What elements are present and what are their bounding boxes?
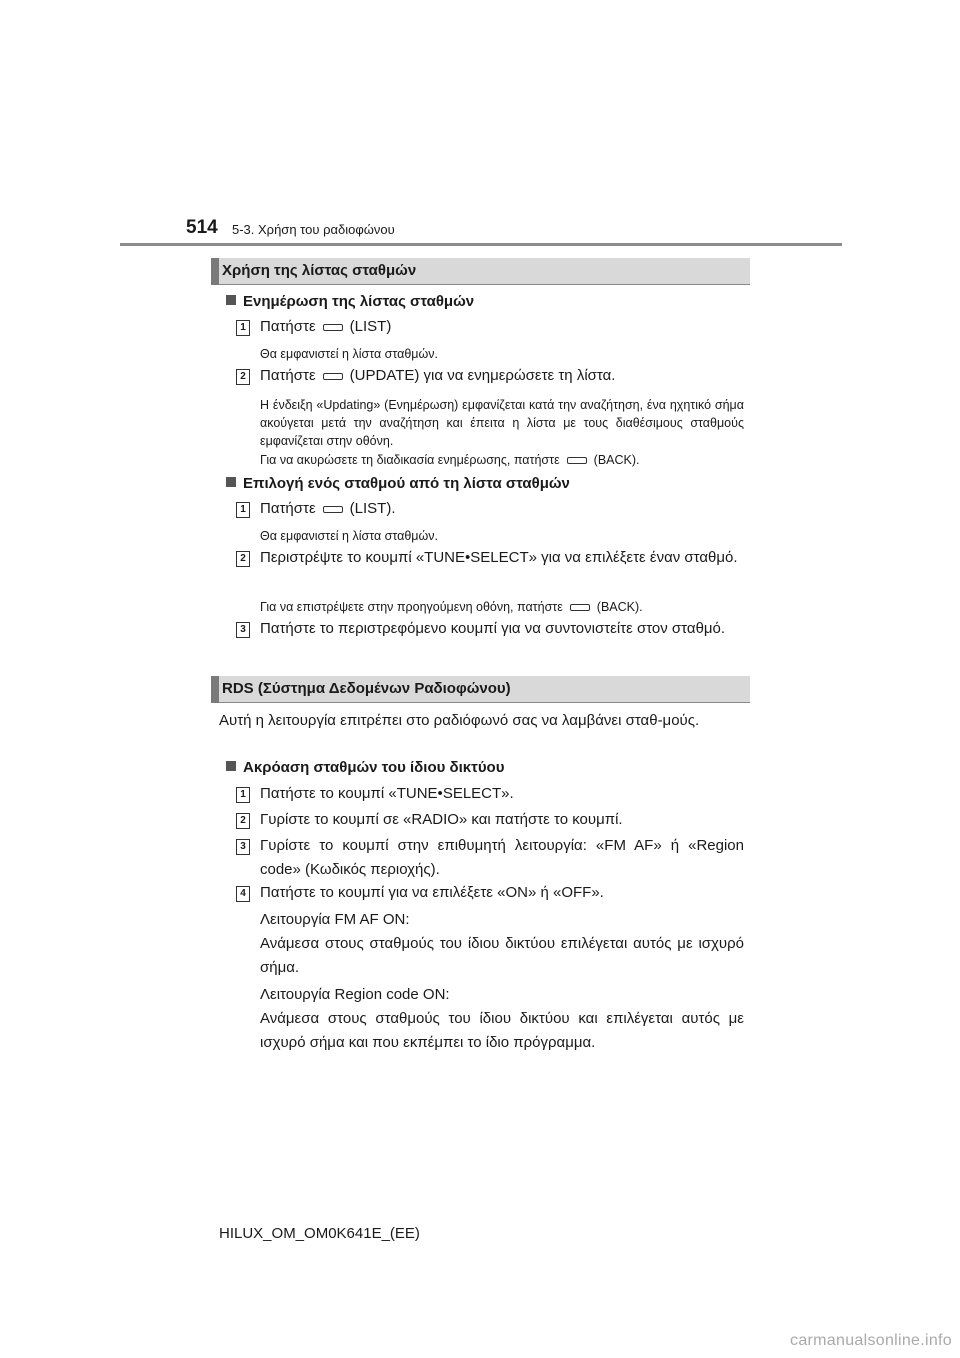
button-icon — [323, 324, 343, 331]
step-number: 2 — [236, 369, 250, 385]
step-text — [260, 497, 744, 521]
step-text — [260, 315, 744, 339]
step-text-before: Πατήστε — [260, 367, 316, 384]
section-heading-text: Χρήση της λίστας σταθμών — [222, 262, 417, 279]
step-number: 1 — [236, 320, 250, 336]
mode-description: Ανάμεσα στους σταθμούς του ίδιου δικτύου επιλέγεται αυτός με ισχυρό σήμα. — [260, 935, 744, 976]
step-text-before: Πατήστε — [260, 318, 316, 335]
watermark: carmanualsonline.info — [790, 1332, 952, 1349]
step-text: Γυρίστε το κουμπί σε «RADIO» και πατήστε το κουμπί. — [260, 811, 623, 828]
button-icon — [323, 506, 343, 513]
step-number: 1 — [236, 502, 250, 518]
step-text-after: (LIST). — [349, 500, 396, 517]
note-text-after: (BACK). — [596, 600, 643, 614]
subheading-text: Ακρόαση σταθμών του ίδιου δικτύου — [243, 759, 505, 776]
chapter-title: 5-3. Χρήση του ραδιοφώνου — [232, 222, 395, 237]
step-text: Περιστρέψτε το κουμπί «TUNE•SELECT» για να επιλέξετε έναν σταθμό. — [260, 549, 738, 566]
note-text-before: Για να επιστρέψετε στην προηγούμενη οθόνη, πατήστε — [260, 600, 563, 614]
note-text-before: Για να ακυρώσετε τη διαδικασία ενημέρωσης, πατήστε — [260, 453, 560, 467]
button-icon — [567, 457, 587, 464]
intro-paragraph: Αυτή η λειτουργία επιτρέπει στο ραδιόφωνό σας να λαμβάνει σταθ-μούς. — [219, 712, 700, 729]
section-heading-bar — [211, 676, 219, 703]
step-note: Θα εμφανιστεί η λίστα σταθμών. — [260, 347, 438, 361]
subheading-update-list — [226, 293, 474, 310]
mode-title: Λειτουργία Region code ON: — [260, 986, 450, 1003]
section-heading-station-list — [211, 258, 750, 285]
step-note: Θα εμφανιστεί η λίστα σταθμών. — [260, 529, 438, 543]
subheading-text: Επιλογή ενός σταθμού από τη λίστα σταθμών — [243, 475, 570, 492]
square-bullet-icon — [226, 295, 236, 305]
step-text-after: (UPDATE) για να ενημερώσετε τη λίστα. — [349, 367, 616, 384]
header-divider — [120, 243, 842, 246]
document-code: HILUX_OM_OM0K641E_(EE) — [219, 1225, 420, 1242]
section-heading-bar — [211, 258, 219, 285]
step-number: 1 — [236, 787, 250, 803]
subheading-text: Ενημέρωση της λίστας σταθμών — [243, 293, 475, 310]
step-text-before: Πατήστε — [260, 500, 316, 517]
page-number: 514 — [186, 217, 218, 238]
step-text: Πατήστε το περιστρεφόμενο κουμπί για να συντονιστείτε στον σταθμό. — [260, 620, 726, 637]
mode-title: Λειτουργία FM AF ON: — [260, 911, 410, 928]
section-heading-text: RDS (Σύστημα Δεδομένων Ραδιοφώνου) — [222, 680, 511, 697]
step-number: 3 — [236, 839, 250, 855]
section-heading-rds — [211, 676, 750, 703]
note-text-after: (BACK). — [593, 453, 640, 467]
step-text-after: (LIST) — [349, 318, 392, 335]
step-text: Πατήστε το κουμπί για να επιλέξετε «ON» ή «OFF». — [260, 884, 604, 901]
step-text: Γυρίστε το κουμπί στην επιθυμητή λειτουργία: «FM AF» ή «Region code» (Κωδικός περιοχής). — [260, 837, 744, 878]
subheading-same-network — [226, 759, 504, 776]
square-bullet-icon — [226, 761, 236, 771]
step-text — [260, 364, 744, 388]
step-note: Η ένδειξη «Updating» (Ενημέρωση) εμφανίζεται κατά την αναζήτηση, ένα ηχητικό σήμα ακούγεται μετά την αναζήτηση και έπειτα η λίστα με τους διαθέσιμους σταθμούς εμφανίζεται στην οθόνη. — [260, 398, 744, 448]
step-text: Πατήστε το κουμπί «TUNE•SELECT». — [260, 785, 514, 802]
square-bullet-icon — [226, 477, 236, 487]
button-icon — [570, 604, 590, 611]
mode-description: Ανάμεσα στους σταθμούς του ίδιου δικτύου και επιλέγεται αυτός με ισχυρό σήμα και που εκπέμπει το ίδιο πρόγραμμα. — [260, 1010, 744, 1051]
step-number: 2 — [236, 813, 250, 829]
step-number: 4 — [236, 886, 250, 902]
subheading-select-station — [226, 475, 570, 492]
step-note — [260, 451, 744, 469]
step-note — [260, 598, 744, 616]
button-icon — [323, 373, 343, 380]
step-number: 3 — [236, 622, 250, 638]
step-number: 2 — [236, 551, 250, 567]
